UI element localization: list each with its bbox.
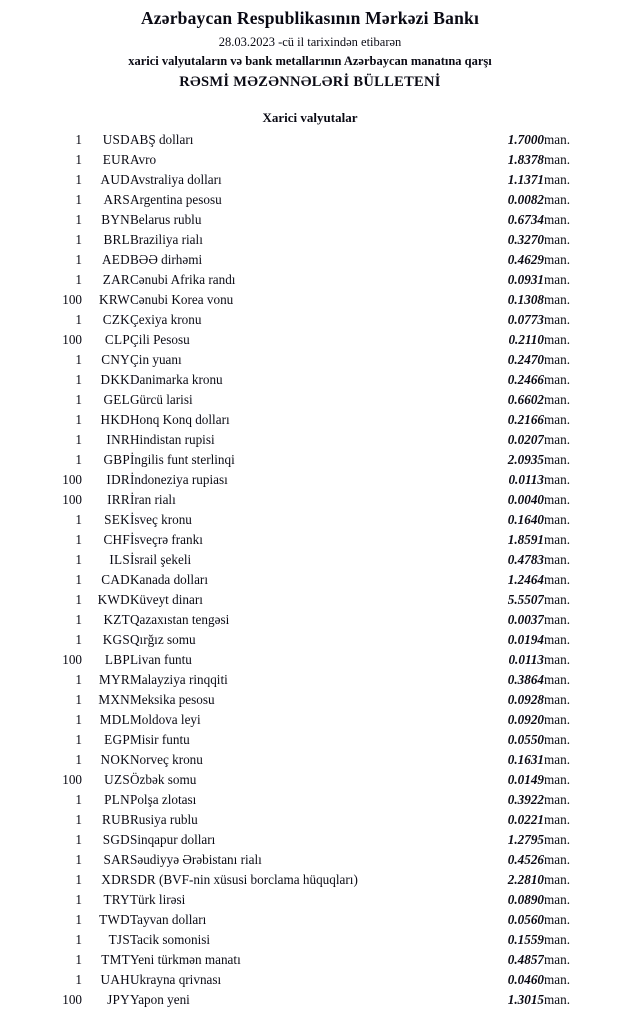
currency-rate: 0.4783: [507, 551, 544, 567]
currency-code: EUR: [102, 151, 130, 167]
currency-rate: 0.1308: [507, 291, 544, 307]
table-row: [30, 532, 590, 552]
currency-name: Çili Pesosu: [130, 331, 190, 347]
currency-code: RUB: [101, 811, 130, 827]
currency-unit: man.: [544, 571, 571, 587]
currency-quantity: 1: [75, 971, 82, 987]
currency-quantity: 1: [75, 151, 82, 167]
table-row: [30, 452, 590, 472]
currency-code: LBP: [104, 651, 130, 667]
currency-rate: 0.0082: [507, 191, 544, 207]
currency-name: İran rialı: [130, 491, 176, 507]
currency-unit: man.: [544, 371, 571, 387]
currency-quantity: 1: [75, 171, 82, 187]
currency-rate: 0.0460: [507, 971, 544, 987]
table-row: [30, 312, 590, 332]
currency-rate: 0.0207: [507, 431, 544, 447]
currency-unit: man.: [544, 291, 571, 307]
currency-unit: man.: [544, 211, 571, 227]
currency-quantity: 1: [75, 791, 82, 807]
currency-code: KRW: [99, 291, 130, 307]
currency-unit: man.: [544, 831, 571, 847]
currency-rate: 0.2466: [507, 371, 544, 387]
currency-name: Qırğız somu: [130, 631, 196, 647]
currency-quantity: 1: [75, 871, 82, 887]
currency-name: Ukrayna qrivnası: [130, 971, 222, 987]
currency-name: SDR (BVF-nin xüsusi borclama hüquqları): [130, 871, 358, 887]
currency-quantity: 1: [75, 391, 82, 407]
currency-code: TWD: [99, 911, 130, 927]
currency-quantity: 1: [75, 551, 82, 567]
currency-unit: man.: [544, 931, 571, 947]
currency-rate: 0.1559: [507, 931, 544, 947]
currency-code: TMT: [101, 951, 130, 967]
table-row: [30, 292, 590, 312]
currency-code: DKK: [100, 371, 130, 387]
table-row: [30, 472, 590, 492]
currency-rate: 0.0931: [507, 271, 544, 287]
currency-name: Malayziya rinqqiti: [130, 671, 228, 687]
currency-quantity: 1: [75, 351, 82, 367]
currency-unit: man.: [544, 331, 571, 347]
currency-quantity: 100: [62, 471, 82, 487]
currency-unit: man.: [544, 391, 571, 407]
currency-unit: man.: [544, 671, 571, 687]
table-row: [30, 732, 590, 752]
document-title: RƏSMİ MƏZƏNNƏLƏRİ BÜLLETENİ: [179, 74, 441, 90]
table-row: [30, 812, 590, 832]
exchange-rates-table: [30, 132, 590, 1012]
currency-name: Norveç kronu: [130, 751, 203, 767]
currency-unit: man.: [544, 891, 571, 907]
currency-unit: man.: [544, 151, 571, 167]
table-row: [30, 512, 590, 532]
currency-quantity: 1: [75, 191, 82, 207]
currency-code: KZT: [103, 611, 130, 627]
currency-rate: 0.1640: [507, 511, 544, 527]
currency-quantity: 1: [75, 311, 82, 327]
currency-unit: man.: [544, 431, 571, 447]
currency-rate: 1.1371: [507, 171, 544, 187]
table-row: [30, 952, 590, 972]
currency-code: BRL: [103, 231, 130, 247]
currency-quantity: 1: [75, 531, 82, 547]
currency-unit: man.: [544, 751, 571, 767]
currency-name: Tayvan dolları: [130, 911, 207, 927]
currency-name: Belarus rublu: [130, 211, 202, 227]
currency-rate: 5.5507: [507, 591, 544, 607]
currency-rate: 0.4526: [507, 851, 544, 867]
currency-name: ABŞ dolları: [130, 131, 194, 147]
currency-name: BƏƏ dirhəmi: [130, 251, 203, 267]
currency-unit: man.: [544, 451, 571, 467]
currency-code: BYN: [101, 211, 130, 227]
currency-code: ILS: [109, 551, 130, 567]
currency-unit: man.: [544, 711, 571, 727]
currency-name: Cənubi Afrika randı: [130, 271, 236, 287]
currency-quantity: 1: [75, 211, 82, 227]
currency-code: HKD: [100, 411, 130, 427]
currency-rate: 2.2810: [507, 871, 544, 887]
currency-code: MYR: [99, 671, 130, 687]
currency-code: UAH: [100, 971, 130, 987]
currency-unit: man.: [544, 851, 571, 867]
table-row: [30, 232, 590, 252]
currency-code: EGP: [104, 731, 130, 747]
currency-rate: 0.0149: [507, 771, 544, 787]
currency-code: AUD: [100, 171, 130, 187]
currency-name: Çexiya kronu: [130, 311, 202, 327]
table-row: [30, 132, 590, 152]
currency-quantity: 100: [62, 291, 82, 307]
currency-code: JPY: [107, 991, 130, 1007]
currency-quantity: 1: [75, 591, 82, 607]
currency-quantity: 1: [75, 931, 82, 947]
currency-code: TRY: [103, 891, 130, 907]
table-row: [30, 252, 590, 272]
currency-name: İsrail şekeli: [130, 551, 192, 567]
table-row: [30, 912, 590, 932]
section-title: Xarici valyutalar: [262, 109, 358, 125]
table-row: [30, 492, 590, 512]
currency-rate: 0.4857: [507, 951, 544, 967]
currency-code: GBP: [103, 451, 130, 467]
currency-rate: 0.0113: [508, 471, 544, 487]
document-header: [0, 8, 620, 92]
table-row: [30, 852, 590, 872]
currency-code: CHF: [103, 531, 130, 547]
currency-quantity: 1: [75, 271, 82, 287]
currency-unit: man.: [544, 651, 571, 667]
currency-quantity: 1: [75, 671, 82, 687]
currency-rate: 1.2464: [507, 571, 544, 587]
currency-code: KGS: [102, 631, 130, 647]
currency-unit: man.: [544, 531, 571, 547]
table-row: [30, 652, 590, 672]
currency-rate: 0.0890: [507, 891, 544, 907]
currency-unit: man.: [544, 351, 571, 367]
currency-name: Polşa zlotası: [130, 791, 197, 807]
currency-unit: man.: [544, 511, 571, 527]
currency-rate: 0.4629: [507, 251, 544, 267]
table-row: [30, 152, 590, 172]
currency-code: PLN: [104, 791, 130, 807]
table-row: [30, 672, 590, 692]
currency-rate: 0.0040: [507, 491, 544, 507]
currency-unit: man.: [544, 551, 571, 567]
currency-rate: 0.6734: [507, 211, 544, 227]
table-row: [30, 932, 590, 952]
currency-code: CZK: [102, 311, 130, 327]
currency-code: INR: [106, 431, 130, 447]
currency-unit: man.: [544, 691, 571, 707]
table-row: [30, 772, 590, 792]
table-row: [30, 192, 590, 212]
currency-rate: 1.7000: [507, 131, 544, 147]
currency-code: CNY: [101, 351, 130, 367]
currency-name: Argentina pesosu: [130, 191, 222, 207]
table-row: [30, 332, 590, 352]
currency-code: SEK: [104, 511, 130, 527]
currency-unit: man.: [544, 251, 571, 267]
currency-unit: man.: [544, 951, 571, 967]
currency-rate: 0.3270: [507, 231, 544, 247]
currency-name: Honq Konq dolları: [130, 411, 230, 427]
currency-code: KWD: [97, 591, 130, 607]
currency-name: Sinqapur dolları: [130, 831, 216, 847]
currency-quantity: 1: [75, 731, 82, 747]
currency-unit: man.: [544, 271, 571, 287]
currency-name: Braziliya rialı: [130, 231, 203, 247]
bank-name: Azərbaycan Respublikasının Mərkəzi Bankı: [140, 8, 480, 28]
currency-name: Livan funtu: [130, 651, 192, 667]
currency-code: UZS: [104, 771, 130, 787]
table-row: [30, 392, 590, 412]
currency-name: Avro: [130, 151, 157, 167]
currency-code: ZAR: [102, 271, 130, 287]
currency-name: Danimarka kronu: [130, 371, 223, 387]
currency-quantity: 1: [75, 751, 82, 767]
table-row: [30, 792, 590, 812]
currency-code: CAD: [101, 571, 130, 587]
currency-name: Səudiyyə Ərəbistanı rialı: [130, 851, 262, 867]
currency-rate: 0.0550: [507, 731, 544, 747]
currency-name: Yapon yeni: [130, 991, 190, 1007]
table-row: [30, 352, 590, 372]
currency-name: Meksika pesosu: [130, 691, 215, 707]
currency-name: Türk lirəsi: [130, 891, 186, 907]
currency-code: XDR: [101, 871, 130, 887]
table-row: [30, 612, 590, 632]
currency-quantity: 1: [75, 691, 82, 707]
currency-name: Gürcü larisi: [130, 391, 193, 407]
currency-code: AED: [101, 251, 130, 267]
table-row: [30, 752, 590, 772]
currency-quantity: 1: [75, 451, 82, 467]
currency-rate: 1.3015: [507, 991, 544, 1007]
currency-rate: 0.0920: [507, 711, 544, 727]
currency-unit: man.: [544, 771, 571, 787]
currency-unit: man.: [544, 791, 571, 807]
currency-name: Küveyt dinarı: [130, 591, 203, 607]
currency-unit: man.: [544, 471, 571, 487]
currency-quantity: 100: [62, 331, 82, 347]
currency-rate: 0.3922: [507, 791, 544, 807]
currency-unit: man.: [544, 611, 571, 627]
effective-date: 28.03.2023 -cü il tarixindən etibarən: [218, 34, 402, 49]
currency-quantity: 1: [75, 911, 82, 927]
table-row: [30, 712, 590, 732]
currency-unit: man.: [544, 631, 571, 647]
currency-unit: man.: [544, 591, 571, 607]
currency-name: İsveç kronu: [130, 511, 192, 527]
currency-unit: man.: [544, 171, 571, 187]
currency-quantity: 1: [75, 711, 82, 727]
currency-quantity: 1: [75, 571, 82, 587]
currency-name: Çin yuanı: [130, 351, 182, 367]
currency-rate: 2.0935: [507, 451, 544, 467]
currency-code: CLP: [104, 331, 130, 347]
currency-unit: man.: [544, 871, 571, 887]
currency-quantity: 1: [75, 431, 82, 447]
table-row: [30, 872, 590, 892]
currency-rate: 0.0773: [507, 311, 544, 327]
currency-quantity: 1: [75, 631, 82, 647]
currency-quantity: 1: [75, 371, 82, 387]
table-row: [30, 432, 590, 452]
currency-code: IDR: [106, 471, 130, 487]
currency-code: GEL: [103, 391, 130, 407]
currency-rate: 0.6602: [507, 391, 544, 407]
table-row: [30, 892, 590, 912]
currency-name: Avstraliya dolları: [130, 171, 222, 187]
currency-code: USD: [102, 131, 130, 147]
currency-unit: man.: [544, 911, 571, 927]
currency-rate: 0.3864: [507, 671, 544, 687]
currency-unit: man.: [544, 491, 571, 507]
currency-code: IRR: [107, 491, 130, 507]
currency-code: MXN: [98, 691, 130, 707]
currency-code: NOK: [100, 751, 130, 767]
currency-rate: 0.2470: [507, 351, 544, 367]
currency-name: Özbək somu: [130, 771, 197, 787]
currency-name: İndoneziya rupiası: [130, 471, 228, 487]
currency-name: Hindistan rupisi: [130, 431, 215, 447]
currency-unit: man.: [544, 131, 571, 147]
currency-quantity: 1: [75, 131, 82, 147]
currency-name: Tacik somonisi: [130, 931, 211, 947]
document-subtitle: xarici valyutaların və bank metallarının Azərbaycan manatına qarşı: [128, 54, 492, 69]
currency-unit: man.: [544, 971, 571, 987]
currency-name: Kanada dolları: [130, 571, 208, 587]
currency-name: İngilis funt sterlinqi: [130, 451, 235, 467]
currency-unit: man.: [544, 991, 571, 1007]
table-row: [30, 832, 590, 852]
table-row: [30, 412, 590, 432]
currency-code: SGD: [102, 831, 130, 847]
currency-quantity: 1: [75, 811, 82, 827]
currency-rate: 0.2166: [507, 411, 544, 427]
table-row: [30, 552, 590, 572]
currency-name: Cənubi Korea vonu: [130, 291, 234, 307]
table-row: [30, 692, 590, 712]
currency-code: TJS: [108, 931, 130, 947]
currency-rate: 0.0560: [507, 911, 544, 927]
currency-rate: 0.1631: [507, 751, 544, 767]
table-row: [30, 272, 590, 292]
table-row: [30, 992, 590, 1012]
currency-quantity: 1: [75, 511, 82, 527]
currency-name: Yeni türkmən manatı: [130, 951, 241, 967]
currency-quantity: 100: [62, 771, 82, 787]
currency-unit: man.: [544, 231, 571, 247]
table-row: [30, 592, 590, 612]
currency-quantity: 100: [62, 491, 82, 507]
table-row: [30, 572, 590, 592]
currency-rate: 0.0037: [507, 611, 544, 627]
table-row: [30, 212, 590, 232]
currency-unit: man.: [544, 311, 571, 327]
currency-quantity: 100: [62, 651, 82, 667]
currency-quantity: 100: [62, 991, 82, 1007]
currency-unit: man.: [544, 411, 571, 427]
currency-rate: 0.0194: [507, 631, 544, 647]
currency-code: SAR: [103, 851, 130, 867]
currency-rate: 0.2110: [508, 331, 544, 347]
table-row: [30, 972, 590, 992]
currency-name: İsveçrə frankı: [130, 531, 203, 547]
currency-rate: 1.2795: [507, 831, 544, 847]
table-row: [30, 172, 590, 192]
currency-unit: man.: [544, 811, 571, 827]
table-row: [30, 632, 590, 652]
table-row: [30, 372, 590, 392]
currency-rate: 1.8378: [507, 151, 544, 167]
currency-quantity: 1: [75, 611, 82, 627]
currency-unit: man.: [544, 731, 571, 747]
currency-rate: 1.8591: [507, 531, 544, 547]
currency-rate: 0.0113: [508, 651, 544, 667]
currency-name: Rusiya rublu: [130, 811, 198, 827]
currency-code: MDL: [99, 711, 130, 727]
currency-name: Misir funtu: [130, 731, 190, 747]
currency-unit: man.: [544, 191, 571, 207]
currency-name: Moldova leyi: [130, 711, 201, 727]
currency-rate: 0.0928: [507, 691, 544, 707]
currency-quantity: 1: [75, 831, 82, 847]
currency-quantity: 1: [75, 891, 82, 907]
currency-name: Qazaxıstan tengəsi: [130, 611, 230, 627]
currency-quantity: 1: [75, 851, 82, 867]
currency-code: ARS: [103, 191, 130, 207]
currency-rate: 0.0221: [507, 811, 544, 827]
currency-quantity: 1: [75, 411, 82, 427]
currency-quantity: 1: [75, 231, 82, 247]
currency-quantity: 1: [75, 951, 82, 967]
currency-quantity: 1: [75, 251, 82, 267]
exchange-rates-body: [30, 132, 590, 1012]
